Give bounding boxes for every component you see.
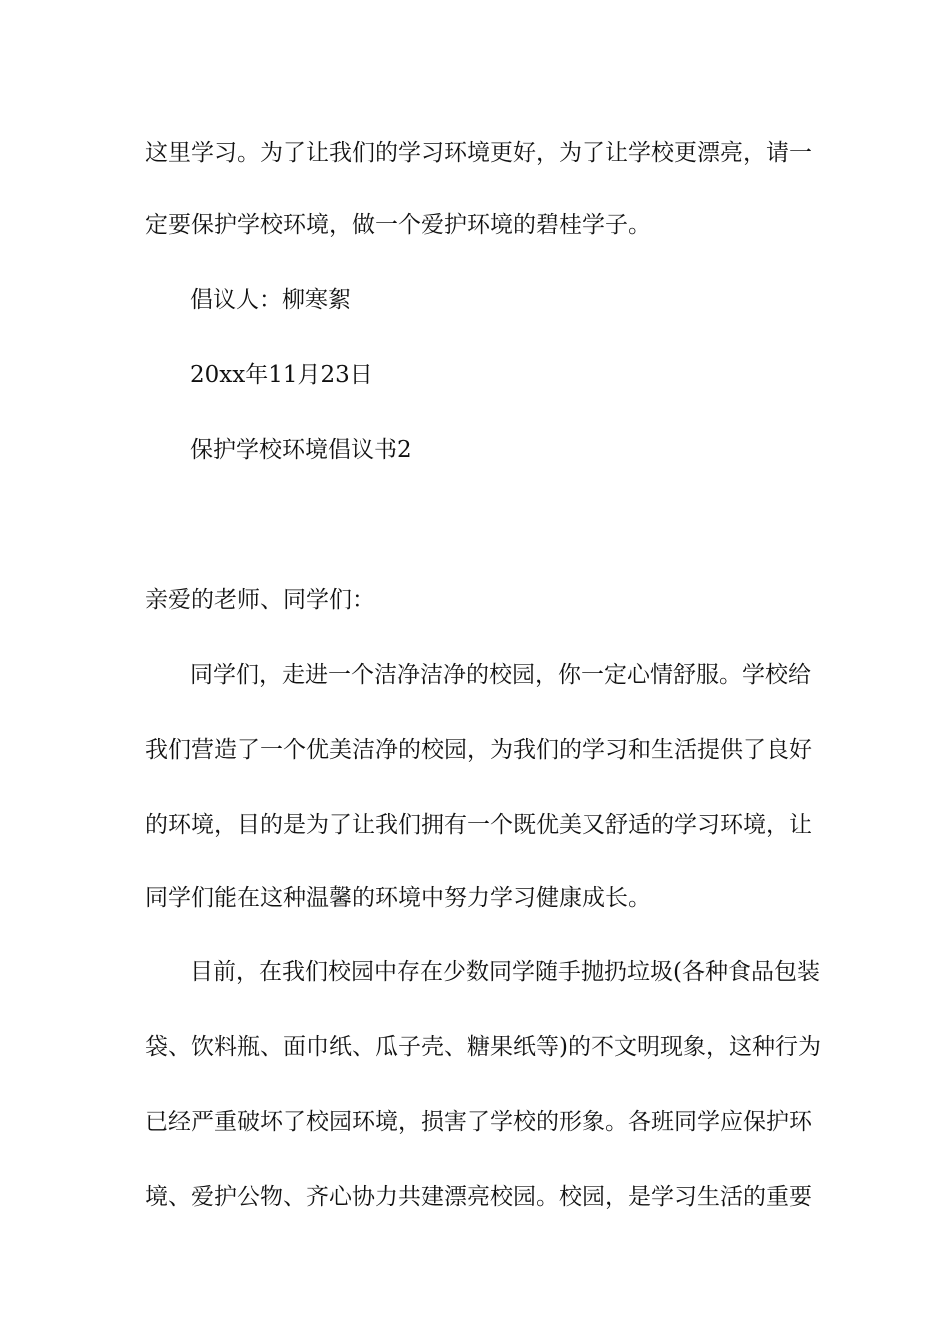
- paragraph-line: 目前，在我们校园中存在少数同学随手抛扔垃圾(各种食品包装: [190, 959, 820, 985]
- paragraph-line: 袋、饮料瓶、面巾纸、瓜子壳、糖果纸等)的不文明现象，这种行为: [145, 1034, 821, 1060]
- paragraph-line: 的环境，目的是为了让我们拥有一个既优美又舒适的学习环境，让: [145, 812, 812, 838]
- paragraph-line: 同学们能在这种温馨的环境中努力学习健康成长。: [145, 885, 651, 911]
- paragraph-line: 我们营造了一个优美洁净的校园，为我们的学习和生活提供了良好: [145, 737, 812, 763]
- paragraph-line: 定要保护学校环境，做一个爱护环境的碧桂学子。: [145, 212, 651, 238]
- paragraph-line: 境、爱护公物、齐心协力共建漂亮校园。校园，是学习生活的重要: [145, 1184, 812, 1210]
- salutation: 亲爱的老师、同学们：: [145, 587, 375, 613]
- paragraph-line: 已经严重破坏了校园环境，损害了学校的形象。各班同学应保护环: [145, 1109, 812, 1135]
- section-title: 保护学校环境倡议书2: [190, 437, 412, 463]
- signature-date: 20xx年11月23日: [190, 362, 373, 388]
- paragraph-line: 这里学习。为了让我们的学习环境更好，为了让学校更漂亮，请一: [145, 140, 812, 166]
- paragraph-line: 同学们，走进一个洁净洁净的校园，你一定心情舒服。学校给: [190, 662, 811, 688]
- signature-proposer: 倡议人：柳寒絮: [190, 287, 351, 313]
